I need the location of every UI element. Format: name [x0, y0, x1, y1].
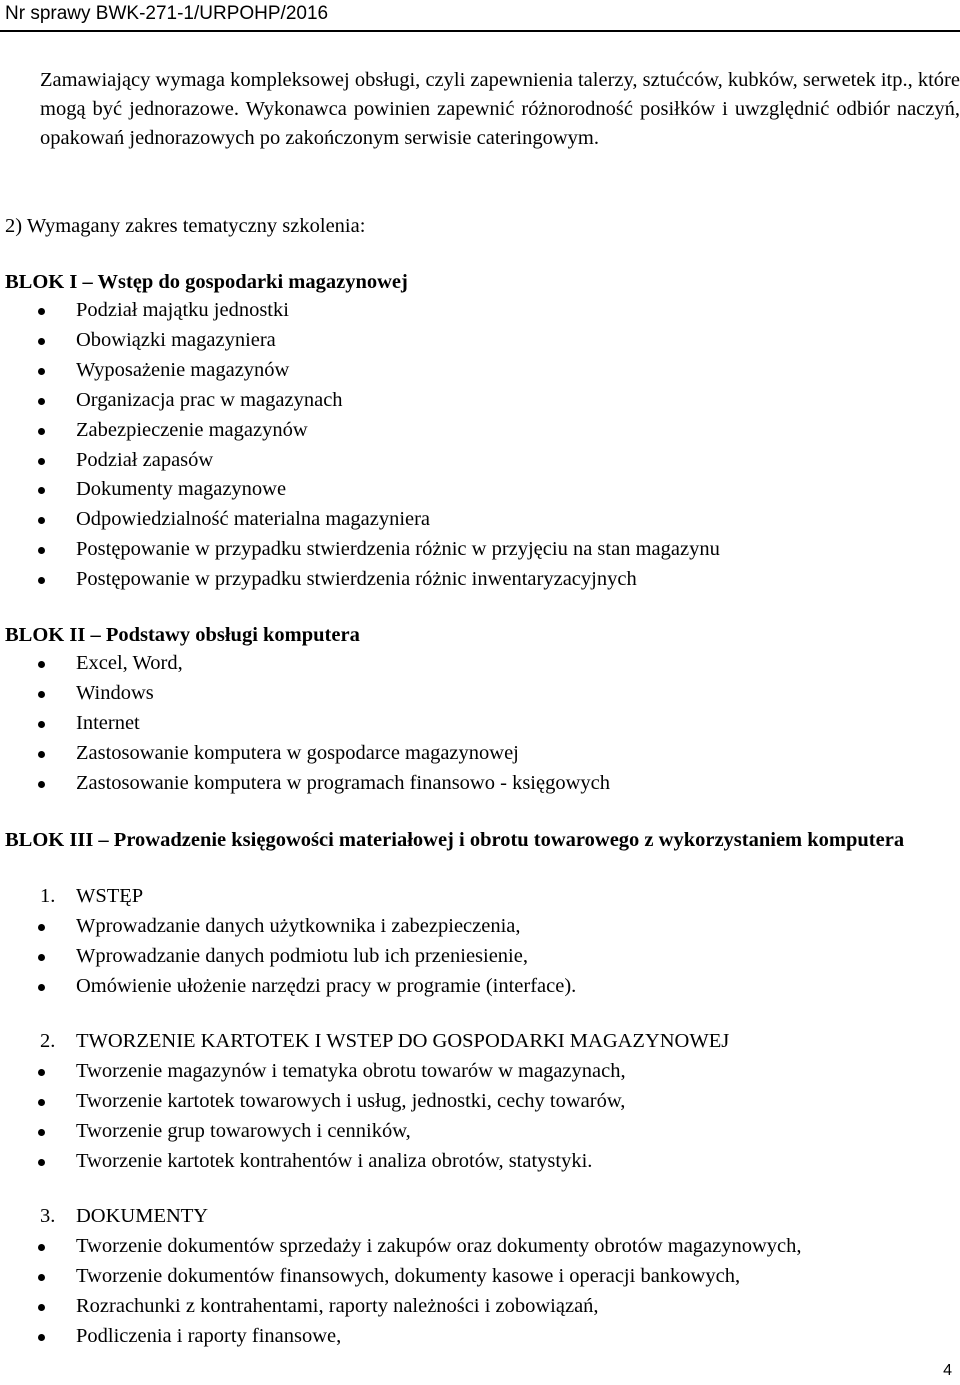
intro-paragraph: Zamawiający wymaga kompleksowej obsługi, czyli zapewnienia talerzy, sztućców, kubków, serwetek itp., które mogą być jednorazowe. Wykonawca powinien zapewnić różnorodność posiłków i uwzględnić odbiór naczyń, opakowań jednorazowych po zakończonym serwisie cateringowym. [40, 69, 960, 149]
block2-list [0, 649, 950, 799]
section-number: 1. [40, 885, 56, 907]
section-title: TWORZENIE KARTOTEK I WSTEP DO GOSPODARKI MAGAZYNOWEJ [76, 1030, 730, 1052]
list-item: Windows [0, 679, 950, 709]
block3-section-3-list [0, 1232, 950, 1352]
page-header [0, 0, 960, 28]
block3-section-3-heading [40, 1202, 208, 1231]
block1-title: BLOK I – Wstęp do gospodarki magazynowej [5, 271, 408, 293]
list-item: Wyposażenie magazynów [0, 356, 950, 386]
page-number: 4 [943, 1362, 952, 1379]
list-item: Tworzenie magazynów i tematyka obrotu towarów w magazynach, [0, 1057, 950, 1087]
section-title: DOKUMENTY [76, 1205, 209, 1227]
list-item: Dokumenty magazynowe [0, 475, 950, 505]
list-item: Internet [0, 709, 950, 739]
list-item: Podział majątku jednostki [0, 296, 950, 326]
list-item: Tworzenie dokumentów sprzedaży i zakupów oraz dokumenty obrotów magazynowych, [0, 1232, 950, 1262]
header-rule [0, 30, 960, 32]
list-item: Postępowanie w przypadku stwierdzenia różnic w przyjęciu na stan magazynu [0, 535, 950, 565]
block1-list [0, 296, 950, 595]
list-item: Organizacja prac w magazynach [0, 386, 950, 416]
block3-section-2-list [0, 1057, 950, 1177]
block3-section-1-heading [40, 882, 143, 911]
block2-title: BLOK II – Podstawy obsługi komputera [5, 624, 360, 646]
list-item: Zastosowanie komputera w programach finansowo - księgowych [0, 769, 950, 799]
list-item: Obowiązki magazyniera [0, 326, 950, 356]
list-item: Omówienie ułożenie narzędzi pracy w programie (interface). [0, 972, 950, 1002]
list-item: Rozrachunki z kontrahentami, raporty należności i zobowiązań, [0, 1292, 950, 1322]
section-heading: 2) Wymagany zakres tematyczny szkolenia: [5, 215, 366, 237]
list-item: Zastosowanie komputera w gospodarce magazynowej [0, 739, 950, 769]
block3-section-2-heading [40, 1027, 729, 1056]
section-number: 2. [40, 1030, 56, 1052]
list-item: Tworzenie dokumentów finansowych, dokumenty kasowe i operacji bankowych, [0, 1262, 950, 1292]
block3-section-1-list [0, 912, 950, 1002]
list-item: Tworzenie kartotek kontrahentów i analiza obrotów, statystyki. [0, 1147, 950, 1177]
list-item: Wprowadzanie danych podmiotu lub ich przeniesienie, [0, 942, 950, 972]
list-item: Tworzenie kartotek towarowych i usług, jednostki, cechy towarów, [0, 1087, 950, 1117]
list-item: Tworzenie grup towarowych i cenników, [0, 1117, 950, 1147]
list-item: Excel, Word, [0, 649, 950, 679]
case-reference: Nr sprawy BWK-271-1/URPOHP/2016 [5, 3, 329, 24]
block3-title: BLOK III – Prowadzenie księgowości materiałowej i obrotu towarowego z wykorzystaniem komputera [5, 829, 905, 851]
section-number: 3. [40, 1205, 56, 1227]
list-item: Zabezpieczenie magazynów [0, 416, 950, 446]
list-item: Odpowiedzialność materialna magazyniera [0, 505, 950, 535]
list-item: Podliczenia i raporty finansowe, [0, 1322, 950, 1352]
list-item: Podział zapasów [0, 446, 950, 476]
list-item: Postępowanie w przypadku stwierdzenia różnic inwentaryzacyjnych [0, 565, 950, 595]
section-title: WSTĘP [76, 885, 144, 907]
list-item: Wprowadzanie danych użytkownika i zabezpieczenia, [0, 912, 950, 942]
